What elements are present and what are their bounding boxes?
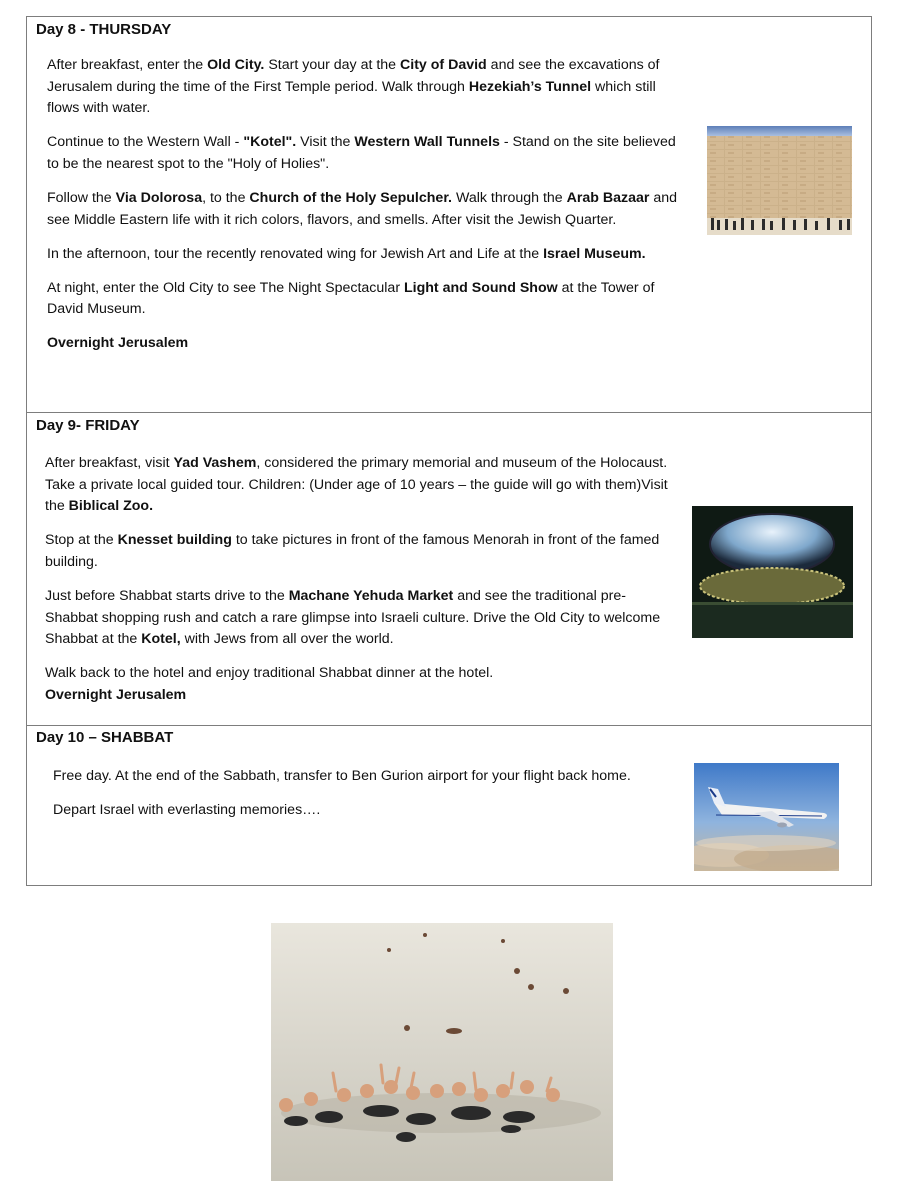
text-run: Stop at the bbox=[45, 532, 118, 549]
text-run: , to the bbox=[202, 189, 250, 206]
text-run: Walk back to the hotel and enjoy traditional Shabbat dinner at the hotel. bbox=[45, 665, 494, 682]
bold-text: Church of the Holy Sepulcher. bbox=[249, 189, 453, 206]
bold-text: Yad Vashem bbox=[173, 455, 257, 471]
bold-text: Overnight Jerusalem bbox=[45, 686, 187, 703]
bold-text: Knesset building bbox=[117, 532, 232, 549]
text-run: After breakfast, visit bbox=[45, 455, 174, 471]
paragraph bbox=[45, 453, 675, 518]
bold-text: Arab Bazaar bbox=[566, 189, 650, 206]
text-run: Depart Israel with everlasting memories…. bbox=[53, 802, 321, 819]
text-run: and see Middle Eastern life with it rich colors, flavors, and smells. After visit the Jewish Quarter. bbox=[47, 189, 678, 228]
paragraph bbox=[47, 132, 687, 175]
text-run: After breakfast, enter the bbox=[47, 57, 208, 73]
hall-of-names-photo bbox=[692, 506, 853, 638]
bold-text: Israel Museum. bbox=[543, 245, 646, 262]
paragraph bbox=[47, 188, 687, 231]
day-10-section bbox=[26, 725, 872, 886]
paragraph bbox=[45, 530, 675, 573]
day-9-title: Day 9- FRIDAY bbox=[36, 417, 140, 434]
bold-text: Hezekiah’s Tunnel bbox=[468, 78, 592, 95]
paragraph bbox=[47, 244, 687, 266]
day-8-section bbox=[26, 16, 872, 413]
text-run: In the afternoon, tour the recently renovated wing for Jewish Art and Life at the bbox=[47, 245, 544, 262]
paragraph bbox=[45, 663, 675, 685]
dead-sea-bathers-photo bbox=[271, 923, 613, 1181]
bold-text: Biblical Zoo. bbox=[68, 498, 154, 515]
bold-text: Old City. bbox=[207, 57, 265, 73]
bold-text: Western Wall Tunnels bbox=[354, 134, 500, 151]
text-run: Just before Shabbat starts drive to the bbox=[45, 587, 289, 604]
text-run: at the Tower of David Museum. bbox=[47, 279, 655, 318]
text-run: Follow the bbox=[47, 189, 116, 206]
bold-text: Light and Sound Show bbox=[403, 279, 558, 296]
paragraph bbox=[47, 55, 687, 120]
paragraph bbox=[53, 766, 663, 788]
western-wall-photo bbox=[707, 126, 852, 235]
paragraph bbox=[45, 586, 675, 651]
day-8-title: Day 8 - THURSDAY bbox=[36, 21, 172, 38]
bold-text: Via Dolorosa bbox=[115, 189, 203, 206]
text-run: - Stand on the site believed to be the nearest spot to the "Holy of Holies". bbox=[47, 134, 676, 172]
text-run: Start your day at the bbox=[264, 57, 401, 73]
text-run: which still flows with water. bbox=[47, 78, 656, 117]
bold-text: Kotel, bbox=[141, 631, 181, 648]
el-al-airplane-photo bbox=[694, 763, 839, 871]
day-10-title: Day 10 – SHABBAT bbox=[36, 729, 174, 746]
text-run: Continue to the Western Wall - bbox=[47, 134, 244, 151]
text-run: and see the excavations of Jerusalem during the time of the First Temple period. Walk through bbox=[47, 57, 660, 95]
bold-text: Overnight Jerusalem bbox=[47, 335, 189, 352]
bold-text: Machane Yehuda Market bbox=[288, 587, 454, 604]
text-run: , considered the primary memorial and museum of the Holocaust. Take a private local guided tour. Children: (Under age of 10 years – the guide will go with them)Visit the bbox=[45, 455, 668, 515]
paragraph bbox=[45, 685, 675, 707]
bold-text: City of David bbox=[400, 57, 487, 73]
text-run: Walk through the bbox=[452, 189, 567, 206]
text-run: with Jews from all over the world. bbox=[180, 631, 394, 648]
text-run: to take pictures in front of the famous Menorah in front of the famed building. bbox=[45, 532, 660, 570]
paragraph bbox=[47, 333, 687, 355]
paragraph bbox=[53, 800, 663, 822]
text-run: and see the traditional pre-Shabbat shopping rush and catch a rare glimpse into Israeli culture. Drive the Old City to welcome Shabbat at the bbox=[45, 587, 661, 648]
day-9-section bbox=[26, 412, 872, 726]
bold-text: "Kotel". bbox=[243, 134, 297, 151]
text-run: At night, enter the Old City to see The Night Spectacular bbox=[47, 279, 404, 296]
day-9-content bbox=[45, 453, 675, 719]
paragraph bbox=[47, 278, 687, 321]
day-8-content bbox=[47, 55, 687, 368]
day-10-content bbox=[53, 766, 663, 834]
text-run: Free day. At the end of the Sabbath, transfer to Ben Gurion airport for your flight back home. bbox=[53, 768, 631, 784]
text-run: Visit the bbox=[296, 134, 355, 151]
